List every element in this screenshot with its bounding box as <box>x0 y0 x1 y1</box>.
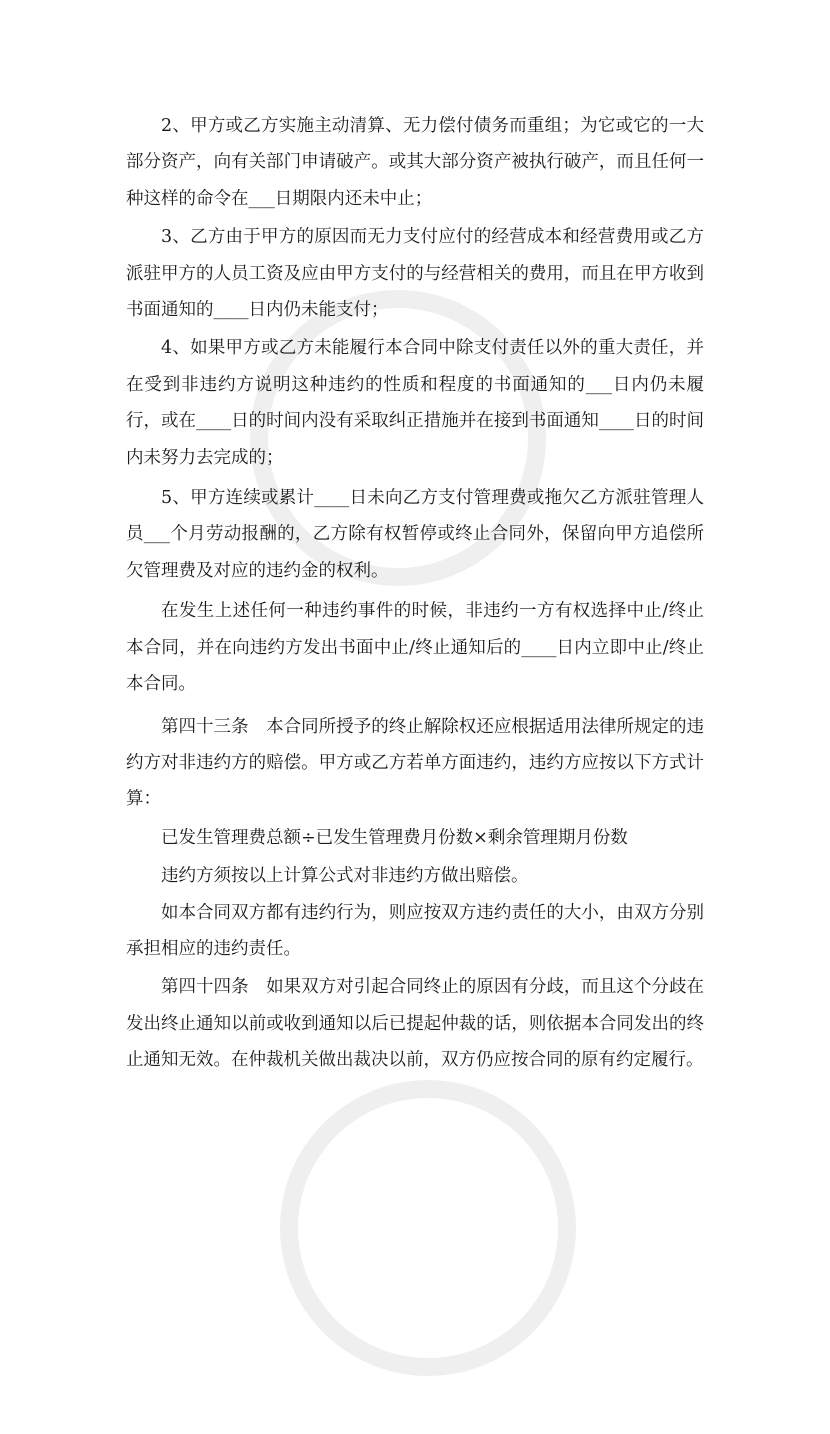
paragraph-termination-right: 在发生上述任何一种违约事件的时候，非违约一方有权选择中止/终止本合同，并在向违约方发出书面中止/终止通知后的____日内立即中止/终止本合同。 <box>126 601 704 695</box>
watermark-seal <box>280 1080 576 1376</box>
paragraph-article-43: 第四十三条 本合同所授予的终止解除权还应根据适用法律所规定的违约方对非违约方的赔偿。甲方或乙方若单方面违约，违约方应按以下方式计算： <box>126 716 704 810</box>
paragraph-clause-2: 2、甲方或乙方实施主动清算、无力偿付债务而重组；为它或它的一大部分资产，向有关部门申请破产。或其大部分资产被执行破产，而且任何一种这样的命令在___日期限内还未中止； <box>126 116 704 209</box>
paragraph-clause-5: 5、甲方连续或累计____日未向乙方支付管理费或拖欠乙方派驻管理人员___个月劳动报酬的，乙方除有权暂停或终止合同外，保留向甲方追偿所欠管理费及对应的违约金的权利。 <box>126 488 704 581</box>
document-body <box>126 108 704 1079</box>
paragraph-clause-4: 4、如果甲方或乙方未能履行本合同中除支付责任以外的重大责任，并在受到非违约方说明这种违约的性质和程度的书面通知的___日内仍未履行，或在____日的时间内没有采取纠正措施并在接到书面通知____日的时间内未努力去完成的； <box>126 338 704 468</box>
paragraph-compensation: 违约方须按以上计算公式对非违约方做出赔偿。 <box>161 866 529 887</box>
paragraph-formula: 已发生管理费总额÷已发生管理费月份数×剩余管理期月份数 <box>161 827 628 848</box>
paragraph-mutual-breach: 如本合同双方都有违约行为，则应按双方违约责任的大小，由双方分别承担相应的违约责任。 <box>126 902 704 959</box>
paragraph-article-44: 第四十四条 如果双方对引起合同终止的原因有分歧，而且这个分歧在发出终止通知以前或收到通知以后已提起仲裁的话，则依据本合同发出的终止通知无效。在仲裁机关做出裁决以前，双方仍应按合同的原有约定履行。 <box>126 977 704 1071</box>
paragraph-clause-3: 3、乙方由于甲方的原因而无力支付应付的经营成本和经营费用或乙方派驻甲方的人员工资及应由甲方支付的与经营相关的费用，而且在甲方收到书面通知的____日内仍未能支付； <box>126 227 704 321</box>
